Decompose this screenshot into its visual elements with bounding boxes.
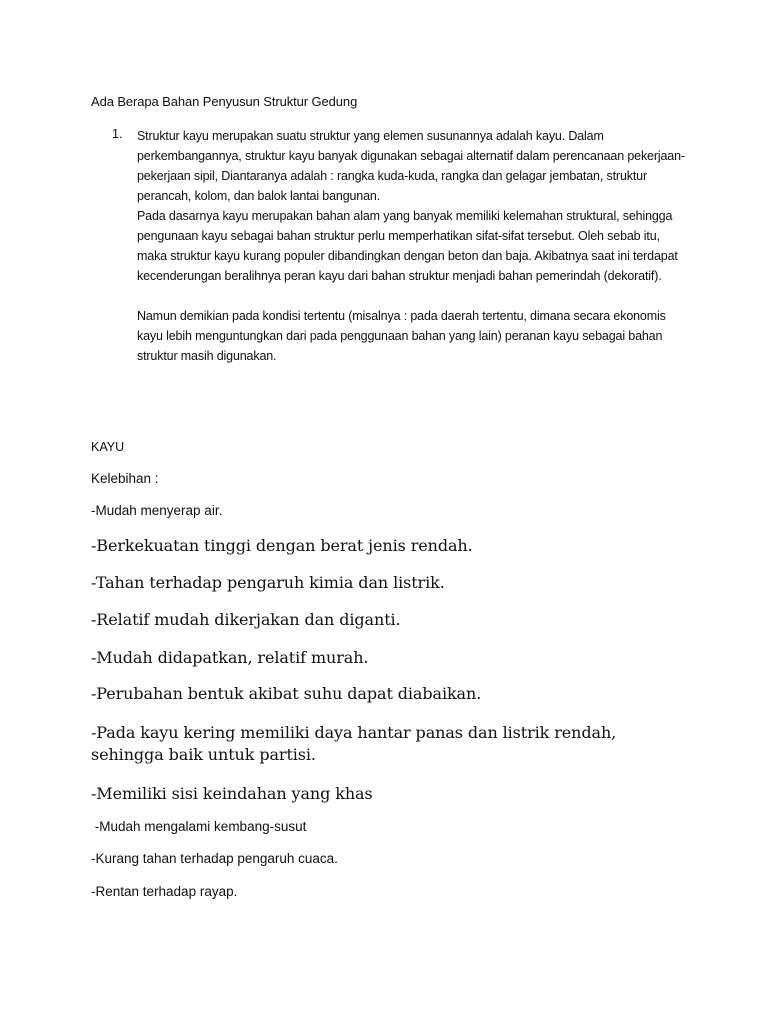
paragraph-gap bbox=[137, 286, 687, 306]
list-item: -Mudah didapatkan, relatif murah. bbox=[91, 648, 369, 667]
list-item: -Tahan terhadap pengaruh kimia dan listrik. bbox=[91, 573, 445, 592]
paragraph-definition: Struktur kayu merupakan suatu struktur yang elemen susunannya adalah kayu. Dalam perkembangannya, struktur kayu banyak digunakan sebagai alternatif dalam perencanaan pekerjaan-pekerjaan sipil, Diantaranya adalah : rangka kuda-kuda, rangka dan gelagar jembatan, struktur perancah, kolom, dan balok lantai bangunan. bbox=[137, 129, 685, 203]
list-item-number: 1. bbox=[112, 127, 123, 141]
list-item: -Perubahan bentuk akibat suhu dapat diabaikan. bbox=[91, 684, 482, 703]
document-title: Ada Berapa Bahan Penyusun Struktur Gedung bbox=[91, 94, 358, 109]
list-item: -Mudah menyerap air. bbox=[91, 503, 223, 518]
list-item: -Pada kayu kering memiliki daya hantar panas dan listrik rendah, sehingga baik untuk partisi. bbox=[91, 723, 617, 764]
list-item: -Berkekuatan tinggi dengan berat jenis rendah. bbox=[91, 536, 473, 555]
list-item: -Mudah mengalami kembang-susut bbox=[91, 819, 307, 834]
list-item: -Memiliki sisi keindahan yang khas bbox=[91, 784, 373, 803]
list-item: -Rentan terhadap rayap. bbox=[91, 884, 238, 899]
kelebihan-label: Kelebihan : bbox=[91, 471, 159, 486]
list-item: -Kurang tahan terhadap pengaruh cuaca. bbox=[91, 851, 338, 866]
list-item: -Relatif mudah dikerjakan dan diganti. bbox=[91, 610, 401, 629]
list-item-body bbox=[137, 126, 687, 366]
section-heading-kayu: KAYU bbox=[91, 440, 125, 454]
paragraph-weakness: Pada dasarnya kayu merupakan bahan alam yang banyak memiliki kelemahan struktural, sehingga pengunaan kayu sebagai bahan struktur perlu memperhatikan sifat-sifat tersebut. Oleh sebab itu, maka struktur kayu kurang populer dibandingkan dengan beton dan baja. Akibatnya saat ini terdapat kecenderungan beralihnya peran kayu dari bahan struktur menjadi bahan pemerindah (dekoratif). bbox=[137, 209, 678, 283]
paragraph-conclusion: Namun demikian pada kondisi tertentu (misalnya : pada daerah tertentu, dimana secara ekonomis kayu lebih menguntungkan dari pada penggunaan bahan yang lain) peranan kayu sebagai bahan struktur masih digunakan. bbox=[137, 309, 666, 363]
